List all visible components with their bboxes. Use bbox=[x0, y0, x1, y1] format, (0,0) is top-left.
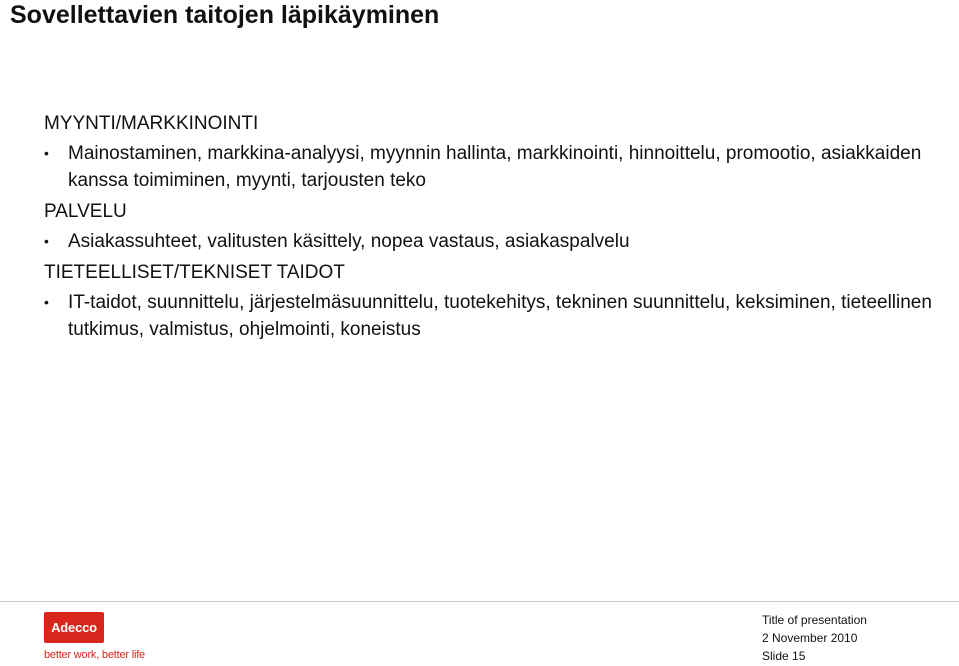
logo-tagline: better work, better life bbox=[44, 649, 145, 661]
slide-number: Slide 15 bbox=[762, 649, 806, 663]
bullet-icon: • bbox=[44, 145, 49, 161]
footer-divider bbox=[0, 601, 959, 602]
slide-title: Sovellettavien taitojen läpikäyminen bbox=[10, 1, 440, 29]
bullet-icon: • bbox=[44, 233, 49, 249]
bullet-text-technical: IT-taidot, suunnittelu, järjestelmäsuunnittelu, tuotekehitys, tekninen suunnittelu, keksiminen, tieteellinen tutkimus, valmistus, ohjelmointi, koneistus bbox=[68, 292, 932, 340]
slide-content bbox=[44, 112, 944, 349]
adecco-logo-text: Adecco bbox=[51, 620, 97, 635]
presentation-title: Title of presentation bbox=[762, 613, 867, 627]
section-heading-sales: MYYNTI/MARKKINOINTI bbox=[44, 113, 259, 134]
section-heading-service: PALVELU bbox=[44, 201, 127, 222]
bullet-text-sales: Mainostaminen, markkina-analyysi, myynnin hallinta, markkinointi, hinnoittelu, promootio, asiakkaiden kanssa toimiminen, myynti, tarjousten teko bbox=[68, 143, 922, 191]
bullet-item-technical bbox=[44, 289, 944, 343]
bullet-item-service bbox=[44, 228, 944, 255]
section-heading-technical: TIETEELLISET/TEKNISET TAIDOT bbox=[44, 262, 345, 283]
presentation-date: 2 November 2010 bbox=[762, 631, 858, 645]
bullet-text-service: Asiakassuhteet, valitusten käsittely, nopea vastaus, asiakaspalvelu bbox=[68, 231, 630, 252]
bullet-item-sales bbox=[44, 140, 944, 194]
footer-info bbox=[762, 611, 867, 665]
adecco-logo bbox=[44, 612, 104, 643]
bullet-icon: • bbox=[44, 294, 49, 310]
